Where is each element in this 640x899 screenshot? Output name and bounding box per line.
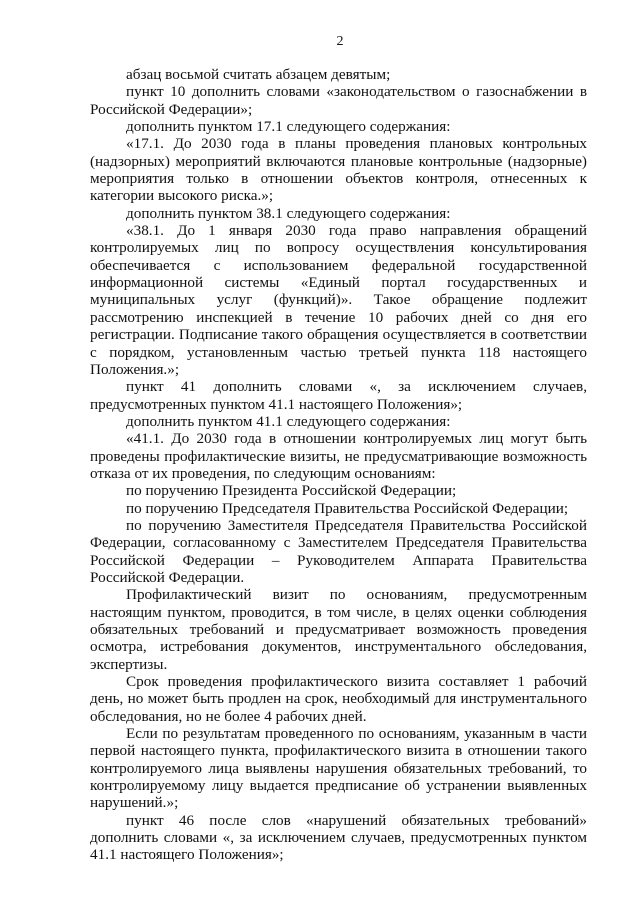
paragraph: дополнить пунктом 17.1 следующего содержания: <box>126 118 451 136</box>
paragraph: Срок проведения профилактического визита составляет 1 рабочий день, но может быть продлен на срок, необходимый для инструментального обследования, но не более 4 рабочих дней. <box>90 673 587 725</box>
paragraph: Профилактический визит по основаниям, предусмотренным настоящим пунктом, проводится, в том числе, в целях оценки соблюдения обязательных требований и предусматривает возможность проведения осмотра, истребования документов, инструментального обследования, экспертизы. <box>90 586 587 673</box>
paragraph: по поручению Председателя Правительства Российской Федерации; <box>126 499 569 517</box>
paragraph: абзац восьмой считать абзацем девятым; <box>126 66 391 83</box>
paragraph: дополнить пунктом 38.1 следующего содержания: <box>126 204 451 222</box>
paragraph: по поручению Президента Российской Федерации; <box>126 482 457 500</box>
paragraph: «41.1. До 2030 года в отношении контролируемых лиц могут быть проведены профилактические визиты, не предусматривающие возможность отказа от их проведения, по следующим основаниям: <box>90 430 587 482</box>
paragraph: «17.1. До 2030 года в планы проведения плановых контрольных (надзорных) мероприятий включаются плановые контрольные (надзорные) мероприятия только в отношении объектов контроля, отнесенных к категории высокого риска.»; <box>90 135 587 205</box>
paragraph: пункт 46 после слов «нарушений обязательных требований» дополнить словами «, за исключением случаев, предусмотренных пунктом 41.1 настоящего Положения»; <box>90 811 587 864</box>
paragraph: пункт 10 дополнить словами «законодательством о газоснабжении в Российской Федерации»; <box>90 83 587 118</box>
paragraph: «38.1. До 1 января 2030 года право направления обращений контролируемых лиц по вопросу осуществления консультирования обеспечивается с использованием федеральной государственной информационной системы «Единый портал государственных и муниципальных услуг (функций)». Такое обращение подлежит рассмотрению инспекцией в течение 10 рабочих дней со дня его регистрации. Подписание такого обращения осуществляется в соответствии с порядком, установленным частью третьей пункта 118 настоящего Положения.»; <box>90 222 587 378</box>
paragraph: по поручению Заместителя Председателя Правительства Российской Федерации, согласованному с Заместителем Председателя Правительства Российской Федерации – Руководителем Аппарата Правительства Российской Федерации. <box>90 516 587 586</box>
paragraph: пункт 41 дополнить словами «, за исключением случаев, предусмотренных пунктом 41.1 настоящего Положения»; <box>90 378 587 413</box>
page-number: 2 <box>336 34 344 49</box>
paragraph: Если по результатам проведенного по основаниям, указанным в части первой настоящего пункта, профилактического визита в отношении такого контролируемого лица выявлены нарушения обязательных требований, то контролируемому лицу выдается предписание об устранении выявленных нарушений.»; <box>90 725 587 812</box>
document-body <box>90 66 587 864</box>
paragraph: дополнить пунктом 41.1 следующего содержания: <box>126 412 451 430</box>
